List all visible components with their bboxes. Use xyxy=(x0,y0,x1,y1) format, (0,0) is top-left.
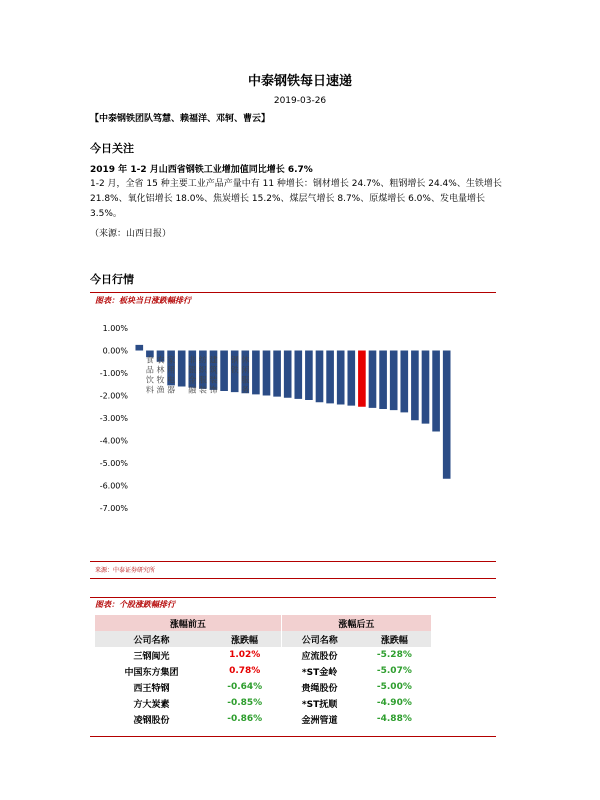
figure-label-stocks: 图表：个股涨跌幅排行 xyxy=(95,599,175,609)
y-tick-label: -6.00% xyxy=(99,481,128,491)
category-label: 休闲服务 xyxy=(241,355,250,395)
bottom-stock-change: -4.90% xyxy=(376,698,412,708)
stock-ranking-table xyxy=(95,615,431,727)
section-heading-focus: 今日关注 xyxy=(90,142,134,155)
table-row xyxy=(95,695,431,711)
category-label: 钢铁 xyxy=(230,355,239,375)
category-label: 纺织服装 xyxy=(198,355,207,395)
figure2-top-rule xyxy=(90,597,496,598)
author-line: 【中泰钢铁团队笃慧、赖福洋、邓轲、曹云】 xyxy=(90,114,271,124)
figure-source: 来源：中泰证券研究所 xyxy=(95,567,156,574)
top-group-header: 涨幅前五 xyxy=(95,615,281,631)
bottom-group-header: 涨幅后五 xyxy=(281,615,431,631)
sector-bar-chart xyxy=(90,308,496,566)
figure-top-rule xyxy=(90,292,496,293)
y-tick-label: -2.00% xyxy=(99,391,128,401)
col-header-name: 公司名称 xyxy=(95,631,208,647)
y-tick-label: 1.00% xyxy=(102,324,128,333)
bar xyxy=(400,351,408,413)
bar-highlight xyxy=(358,351,366,407)
bottom-stock-name: *ST抚顺 xyxy=(301,699,338,710)
top-stock-name: 西王特钢 xyxy=(133,683,170,694)
top-stock-change: 0.78% xyxy=(229,666,261,676)
bar xyxy=(379,351,387,410)
y-tick-label: -3.00% xyxy=(99,414,128,423)
bar xyxy=(178,351,186,387)
bottom-stock-name: 应流股份 xyxy=(301,651,338,662)
top-stock-change: -0.86% xyxy=(227,714,263,724)
section-heading-market: 今日行情 xyxy=(90,273,134,286)
col-header-change: 涨跌幅 xyxy=(358,631,431,647)
y-tick-label: -1.00% xyxy=(99,369,128,378)
bar xyxy=(326,351,334,404)
category-label: 家用电器 xyxy=(167,355,176,395)
category-label: 非银金融 xyxy=(188,355,197,395)
bottom-stock-change: -5.00% xyxy=(376,682,412,692)
bar xyxy=(390,351,398,411)
report-date: 2019-03-26 xyxy=(273,96,327,106)
bottom-stock-change: -4.88% xyxy=(376,714,412,724)
category-label: 农林牧渔 xyxy=(156,355,165,395)
y-tick-label: -7.00% xyxy=(99,504,128,513)
bar xyxy=(263,351,271,396)
bar xyxy=(369,351,377,408)
category-label: 建筑装饰 xyxy=(209,355,218,395)
top-stock-change: -0.85% xyxy=(227,698,263,708)
table-row xyxy=(95,647,431,663)
top-stock-change: -0.64% xyxy=(227,682,263,692)
bottom-stock-name: 贵绳股份 xyxy=(301,683,338,694)
y-tick-label: -4.00% xyxy=(99,436,128,446)
bar xyxy=(135,345,143,351)
bar xyxy=(284,351,292,398)
bar xyxy=(443,351,451,479)
y-tick-label: 0.00% xyxy=(102,346,128,356)
bottom-stock-change: -5.28% xyxy=(376,650,412,660)
col-header-change: 涨跌幅 xyxy=(208,631,281,647)
table-row xyxy=(95,663,431,679)
bar xyxy=(411,351,419,421)
table-row xyxy=(95,679,431,695)
top-stock-name: 凌钢股份 xyxy=(133,715,170,726)
bar xyxy=(422,351,430,424)
col-header-name: 公司名称 xyxy=(281,631,357,647)
news-source: （来源：山西日报） xyxy=(90,229,172,239)
bar xyxy=(220,351,228,392)
news-title: 2019 年 1-2 月山西省钢铁工业增加值同比增长 6.7% xyxy=(90,165,313,175)
table-row xyxy=(95,711,431,727)
figure-label-sector: 图表：板块当日涨跌幅排行 xyxy=(95,295,191,305)
bar xyxy=(432,351,440,432)
bar xyxy=(347,351,355,406)
bottom-stock-name: *ST金岭 xyxy=(301,667,338,678)
top-stock-change: 1.02% xyxy=(229,650,261,660)
bar xyxy=(305,351,313,401)
bottom-stock-change: -5.07% xyxy=(376,666,412,676)
bar xyxy=(294,351,302,399)
report-title: 中泰钢铁每日速递 xyxy=(247,74,352,89)
bottom-stock-name: 金洲管道 xyxy=(301,715,338,726)
bar xyxy=(252,351,260,395)
bar xyxy=(337,351,345,405)
figure-bottom-rule xyxy=(90,561,496,562)
table-bottom-rule xyxy=(90,736,496,737)
top-stock-name: 中国东方集团 xyxy=(124,667,179,678)
top-stock-name: 方大炭素 xyxy=(133,699,170,710)
category-label: 食品饮料 xyxy=(145,355,154,395)
bar xyxy=(316,351,324,403)
news-body: 1-2 月，全省 15 种主要工业产品产量中有 11 种增长：钢材增长 24.7%、粗钢增长 24.4%、生铁增长 21.8%、氧化铝增长 18.0%、焦炭增长 15.2%、煤层气增长 8.7%、原煤增长 6.0%、发电量增长 3.5%。 xyxy=(90,179,502,219)
top-stock-name: 三钢闽光 xyxy=(133,651,170,662)
figure-end-rule xyxy=(90,578,496,579)
bar xyxy=(273,351,281,397)
y-tick-label: -5.00% xyxy=(99,459,128,468)
